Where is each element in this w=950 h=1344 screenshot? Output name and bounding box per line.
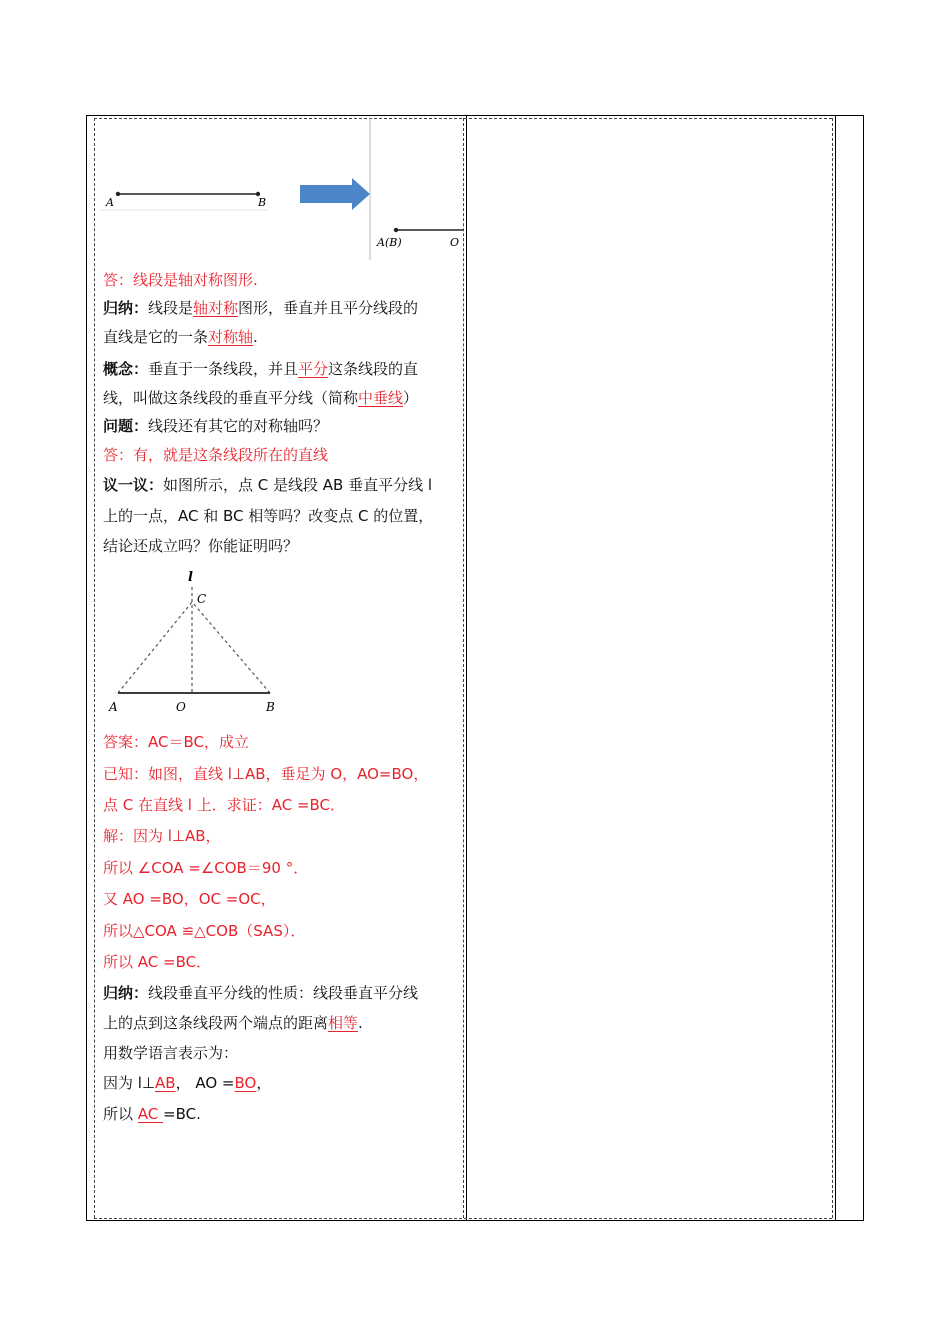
- summary2-text: 线段垂直平分线的性质：线段垂直平分线: [148, 984, 419, 1002]
- so-line: [103, 1104, 201, 1124]
- answer-line-1: 答：线段是轴对称图形.: [103, 271, 258, 289]
- segment-ac: [118, 602, 192, 693]
- proof-step-2: 所以 ∠COA =∠COB＝90 °．: [103, 859, 309, 877]
- summary2-label: 归纳：: [103, 984, 149, 1002]
- concept-text-3: 线，叫做这条线段的垂直平分线（简称: [103, 389, 359, 407]
- question-line: [103, 416, 328, 436]
- because-line: [103, 1073, 271, 1093]
- discuss-label: 议一议：: [103, 476, 164, 494]
- blank-ac: AC: [137, 1105, 164, 1123]
- label-l: l: [188, 570, 193, 585]
- column-divider: [466, 115, 467, 1221]
- concept-text: 垂直于一条线段，并且: [148, 360, 299, 378]
- proof-given-1: 已知：如图，直线 l⊥AB，垂足为 O，AO=BO，: [103, 765, 429, 783]
- mid-dashed-border: [463, 118, 464, 1218]
- arrow-icon: [300, 178, 370, 210]
- label-c: C: [197, 592, 207, 606]
- discuss-line-3: 结论还成立吗？你能证明吗？: [103, 537, 299, 555]
- label-b: B: [266, 700, 275, 714]
- blank-mid-perpendicular: 中垂线: [358, 389, 404, 407]
- proof-given-2: 点 C 在直线 l 上．求证：AC =BC．: [103, 796, 346, 814]
- because-comma: ，: [256, 1074, 272, 1092]
- because-text: 因为 l⊥: [103, 1074, 156, 1092]
- label-a: A: [109, 700, 118, 714]
- summary-period: .: [253, 328, 258, 346]
- label-b: B: [258, 196, 267, 209]
- summary-label: 归纳：: [103, 299, 149, 317]
- label-o: O: [450, 236, 460, 249]
- question-label: 问题：: [103, 417, 149, 435]
- blank-bisect: 平分: [298, 360, 329, 378]
- proof-step-1: 解：因为 l⊥AB，: [103, 827, 221, 845]
- so-text: 所以: [103, 1105, 138, 1123]
- discuss-line-1: [103, 475, 432, 495]
- perpendicular-bisector-figure: [100, 565, 290, 720]
- segment-fold-figure: [96, 118, 466, 263]
- right-column-divider: [835, 115, 836, 1221]
- left-dashed-border: [94, 118, 95, 1218]
- summary2-period: .: [358, 1014, 363, 1032]
- summary-text: 线段是: [148, 299, 194, 317]
- point-ab: [394, 228, 398, 232]
- bottom-dashed-border: [94, 1218, 832, 1219]
- discuss-line-2: 上的一点，AC 和 BC 相等吗？改变点 C 的位置，: [103, 507, 434, 525]
- blank-bo: BO: [234, 1074, 257, 1092]
- label-ab: A(B): [377, 236, 402, 249]
- label-o: O: [176, 700, 186, 714]
- concept-label: 概念：: [103, 360, 149, 378]
- so-text-2: =BC.: [163, 1105, 201, 1123]
- blank-ab: AB: [155, 1074, 176, 1092]
- proof-step-3: 又 AO =BO，OC =OC，: [103, 890, 276, 908]
- concept-close-paren: ）: [403, 389, 419, 407]
- blank-axis-symmetric: 轴对称: [193, 299, 239, 317]
- right-dashed-border: [832, 118, 833, 1218]
- summary2-line-1: [103, 983, 418, 1003]
- concept-line-2: [103, 388, 418, 408]
- question-text: 线段还有其它的对称轴吗？: [148, 417, 329, 435]
- proof-step-4: 所以△COA ≌△COB（SAS）．: [103, 922, 306, 940]
- summary-text-3: 直线是它的一条: [103, 328, 209, 346]
- blank-equal: 相等: [328, 1014, 359, 1032]
- summary-line-2: [103, 327, 258, 347]
- summary-line-1: [103, 298, 418, 318]
- blank-symmetry-axis: 对称轴: [208, 328, 254, 346]
- summary-text-2: 图形，垂直并且平分线段的: [238, 299, 419, 317]
- answer-line-2: 答：有，就是这条线段所在的直线: [103, 446, 329, 464]
- because-text-2: ， AO =: [175, 1074, 235, 1092]
- summary2-line-2: [103, 1013, 363, 1033]
- math-language-intro: 用数学语言表示为：: [103, 1044, 239, 1062]
- label-a: A: [106, 196, 114, 209]
- proof-step-5: 所以 AC =BC．: [103, 953, 212, 971]
- discuss-text: 如图所示，点 C 是线段 AB 垂直平分线 l: [163, 476, 433, 494]
- segment-bc: [192, 602, 270, 693]
- concept-line-1: [103, 359, 418, 379]
- concept-text-2: 这条线段的直: [328, 360, 419, 378]
- summary2-text-2: 上的点到这条线段两个端点的距离: [103, 1014, 329, 1032]
- point-a: [116, 192, 120, 196]
- proof-answer: 答案：AC＝BC，成立: [103, 733, 249, 751]
